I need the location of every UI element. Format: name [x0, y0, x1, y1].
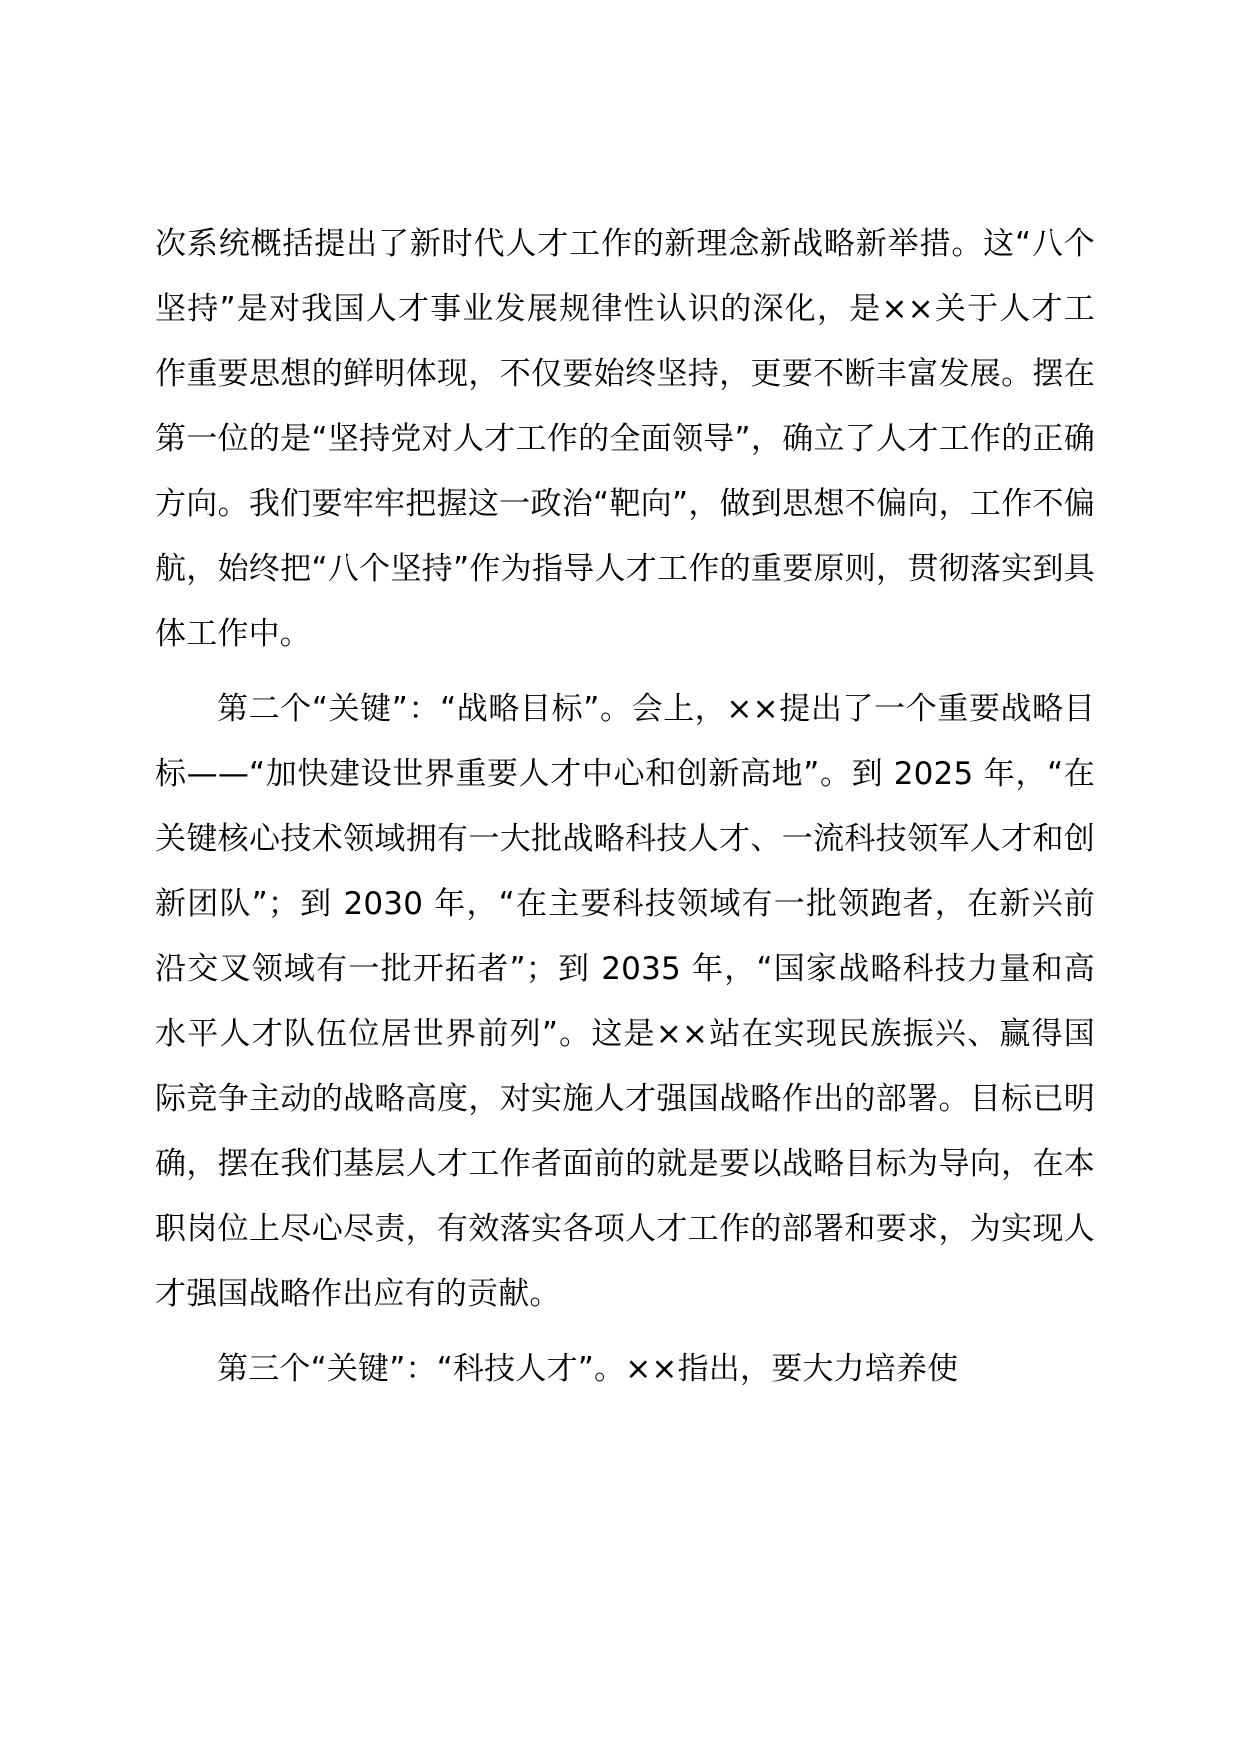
paragraph-2: 第二个“关键”：“战略目标”。会上，××提出了一个重要战略目标——“加快建设世界重要人才中心和创新高地”。到 2025 年，“在关键核心技术领域拥有一大批战略科技人才、一流科技领军人才和创新团队”；到 2030 年，“在主要科技领域有一批领跑者，在新兴前沿交叉领域有一批开拓者”；到 2035 年，“国家战略科技力量和高水平人才队伍位居世界前列”。这是××站在实现民族振兴、赢得国际竞争主动的战略高度，对实施人才强国战略作出的部署。目标已明确，摆在我们基层人才工作者面前的就是要以战略目标为导向，在本职岗位上尽心尽责，有效落实各项人才工作的部署和要求，为实现人才强国战略作出应有的贡献。 — [155, 691, 1095, 1312]
paragraph-3: 第三个“关键”：“科技人才”。××指出，要大力培养使 — [217, 1351, 959, 1387]
paragraph-1: 次系统概括提出了新时代人才工作的新理念新战略新举措。这“八个坚持”是对我国人才事业发展规律性认识的深化，是××关于人才工作重要思想的鲜明体现，不仅要始终坚持，更要不断丰富发展。摆在第一位的是“坚持党对人才工作的全面领导”，确立了人才工作的正确方向。我们要牢牢把握这一政治“靶向”，做到思想不偏向，工作不偏航，始终把“八个坚持”作为指导人才工作的重要原则，贯彻落实到具体工作中。 — [155, 226, 1095, 652]
document-body — [155, 212, 1095, 1402]
